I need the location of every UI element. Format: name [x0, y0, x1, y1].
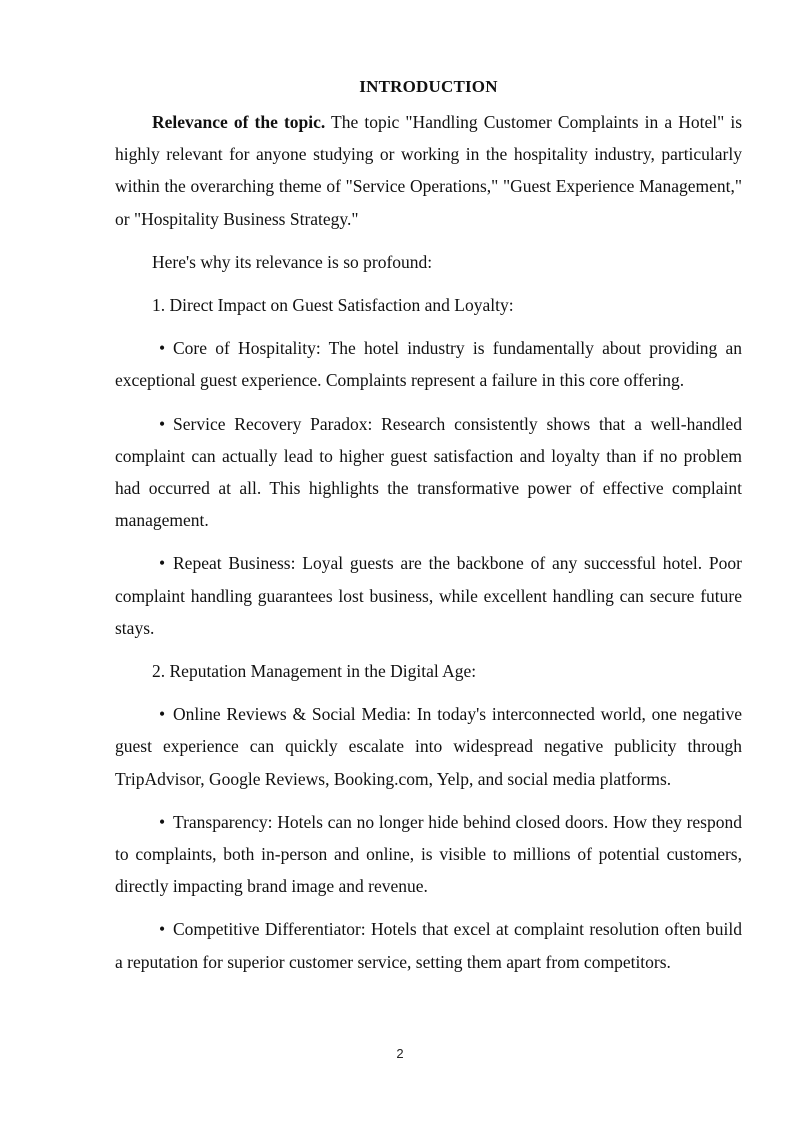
bullet-icon: •	[159, 919, 166, 940]
bullet-icon: •	[159, 338, 166, 359]
bullet-icon: •	[159, 413, 166, 434]
bullet-text: Core of Hospitality: The hotel industry is fundamentally about providing an exceptional guest experience. Complaints represent a failure in this core offering.	[115, 338, 742, 391]
page-number: 2	[396, 1046, 404, 1061]
bullet-item	[115, 408, 742, 537]
document-body	[115, 76, 742, 989]
bullet-icon: •	[159, 811, 166, 832]
section-1-heading: 1. Direct Impact on Guest Satisfaction and Loyalty:	[152, 295, 514, 316]
bullet-item	[115, 547, 742, 644]
bullet-item	[115, 332, 742, 396]
bullet-text: Transparency: Hotels can no longer hide behind closed doors. How they respond to complaints, both in-person and online, is visible to millions of potential customers, directly impacting brand image and revenue.	[115, 811, 742, 897]
bullet-icon: •	[159, 553, 166, 574]
bullet-text: Service Recovery Paradox: Research consistently shows that a well-handled complaint can actually lead to higher guest satisfaction and loyalty than if no problem had occurred at all. This highlights the transformative power of effective complaint management.	[115, 413, 742, 531]
page-title: INTRODUCTION	[359, 77, 498, 96]
bullet-item	[115, 698, 742, 795]
bullet-icon: •	[159, 704, 166, 725]
bullet-text: Repeat Business: Loyal guests are the backbone of any successful hotel. Poor complaint handling guarantees lost business, while excellent handling can secure future stays.	[115, 553, 742, 638]
bullet-text: Competitive Differentiator: Hotels that excel at complaint resolution often build a reputation for superior customer service, setting them apart from competitors.	[115, 919, 742, 972]
intro-text: The topic "Handling Customer Complaints in a Hotel" is highly relevant for anyone studying or working in the hospitality industry, particularly within the overarching theme of "Service Operations," "Guest Experience Management," or "Hospitality Business Strategy."	[115, 112, 742, 229]
bullet-text: Online Reviews & Social Media: In today's interconnected world, one negative guest experience can quickly escalate into widespread negative publicity through TripAdvisor, Google Reviews, Booking.com, Yelp, and social media platforms.	[115, 704, 742, 789]
bullet-item	[115, 806, 742, 903]
bullet-item	[115, 913, 742, 977]
section-2-heading: 2. Reputation Management in the Digital Age:	[152, 661, 477, 682]
why-paragraph: Here's why its relevance is so profound:	[152, 251, 433, 272]
intro-paragraph	[115, 106, 742, 235]
intro-lead: Relevance of the topic.	[152, 112, 326, 132]
